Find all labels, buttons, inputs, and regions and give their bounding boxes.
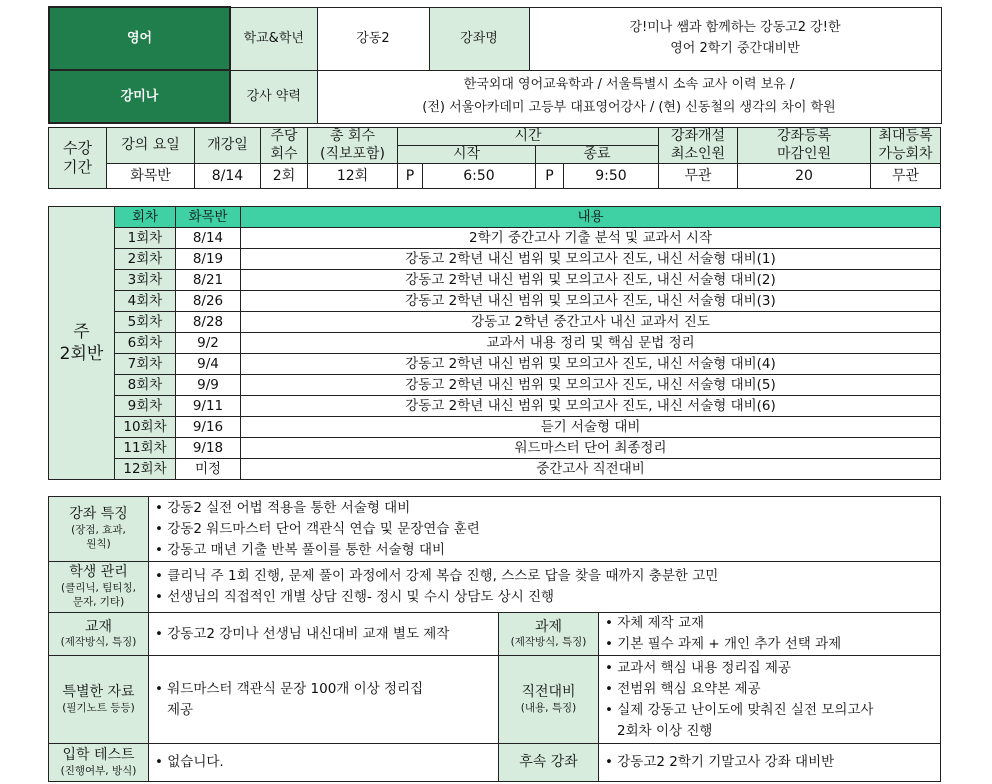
content-cell: 듣기 서술형 대비 [241,417,941,438]
schedule-row [49,396,941,417]
deadline-people: 20 [738,164,871,189]
special-label [49,656,149,744]
end-ampm: P [536,164,564,189]
total-label-2: (직보포함) [319,145,386,162]
period-label [49,128,107,189]
schedule-row [49,354,941,375]
content-cell: 교과서 내용 정리 및 핵심 문법 정리 [241,333,941,354]
schedule-row [49,228,941,249]
final-title: 직전대비 [521,684,576,701]
schedule-row [49,438,941,459]
final-item: • 실제 강동고 난이도에 맞춰진 실전 모의고사 [605,701,874,718]
total-label [308,128,398,164]
course-feature-label [49,497,149,562]
schedule-side-label-2: 2회반 [59,344,104,364]
material-sub: (제작방식, 특징) [60,636,137,649]
school-grade-value: 강동2 [317,7,429,70]
course-name-label: 강좌명 [429,7,529,70]
course-title-line2: 영어 2학기 중간대비반 [670,40,800,56]
student-mgmt-label [49,562,149,613]
time-start-label: 시작 [398,146,536,164]
course-feature-sub-1: (장점, 효과, [71,524,126,537]
start-time: 6:50 [423,164,536,189]
period-label-1: 수강 [63,139,92,158]
schedule-row [49,333,941,354]
schedule-row [49,291,941,312]
student-mgmt-item: • 선생님의 직접적인 개별 상담 진행- 정시 및 수시 상담도 상시 진행 [155,589,555,605]
date-cell: 8/19 [176,249,241,270]
final-item: • 교과서 핵심 내용 정리집 제공 [605,659,791,676]
material-title: 교재 [84,618,113,635]
school-grade-label: 학교&학년 [230,7,317,70]
follow-label [499,744,599,782]
session-cell: 8회차 [115,375,176,396]
schedule-row [49,270,941,291]
content-cell: 강동고 2학년 내신 범위 및 모의고사 진도, 내신 서술형 대비(6) [241,396,941,417]
special-line2: 제공 [167,701,194,718]
homework-title: 과제 [534,618,563,635]
session-cell: 3회차 [115,270,176,291]
content-cell: 중간고사 직전대비 [241,459,941,480]
weekly-label-1: 주당 [270,128,298,144]
session-cell: 10회차 [115,417,176,438]
col-day-header: 화목반 [176,207,241,228]
course-feature-item: • 강동2 실전 어법 적용을 통한 서술형 대비 [155,499,411,516]
entrance-title: 입학 테스트 [62,747,135,764]
schedule-table [48,206,941,480]
info-table [48,127,941,189]
content-cell: 강동고 2학년 내신 범위 및 모의고사 진도, 내신 서술형 대비(4) [241,354,941,375]
content-cell: 강동고 2학년 내신 범위 및 모의고사 진도, 내신 서술형 대비(2) [241,270,941,291]
weekly-label [261,128,308,164]
content-cell: 강동고 2학년 내신 범위 및 모의고사 진도, 내신 서술형 대비(3) [241,291,941,312]
student-mgmt-title: 학생 관리 [69,564,128,581]
teacher-name: 강미나 [49,70,230,123]
final-list [599,656,941,744]
time-label: 시간 [398,128,659,146]
header-table [48,6,942,124]
date-cell: 8/14 [176,228,241,249]
subject-label: 영어 [49,7,230,70]
entrance-label [49,744,149,782]
course-feature-item: • 강동고 매년 기출 반복 풀이를 통한 서술형 대비 [155,541,446,558]
student-mgmt-item: • 클리닉 주 1회 진행, 문제 풀이 과정에서 강제 복습 진행, 스스로 답을 찾을 때까지 충분한 고민 [155,568,719,584]
schedule-side-label-1: 주 [73,321,90,342]
total-value: 12회 [308,164,398,189]
content-cell: 강동고 2학년 내신 범위 및 모의고사 진도, 내신 서술형 대비(1) [241,249,941,270]
date-cell: 9/16 [176,417,241,438]
homework-sub: (제작방식, 특징) [510,636,587,649]
special-sub: (필기노트 등등) [62,701,135,714]
final-item: • 전범위 핵심 요약본 제공 [605,680,761,697]
student-mgmt-sub-2: 문자, 기타) [72,596,125,609]
max-sessions: 무관 [871,164,941,189]
content-cell: 강동고 2학년 중간고사 내신 교과서 진도 [241,312,941,333]
min-people: 무관 [659,164,738,189]
schedule-row [49,312,941,333]
start-label: 개강일 [195,128,261,164]
entrance-sub: (진행여부, 방식) [60,764,137,777]
entrance-item: • 없습니다. [149,744,499,782]
content-cell: 2학기 중간고사 기출 분석 및 교과서 시작 [241,228,941,249]
course-feature-list [149,497,941,562]
schedule-row [49,375,941,396]
weekly-value: 2회 [261,164,308,189]
content-cell: 강동고 2학년 내신 범위 및 모의고사 진도, 내신 서술형 대비(5) [241,375,941,396]
schedule-row [49,417,941,438]
features-table [48,496,941,782]
material-label [49,613,149,656]
homework-list [599,613,941,656]
course-title-line1: 강!미나 쌤과 함께하는 강동고2 강!한 [629,20,841,36]
deadline-label-2: 마감인원 [776,145,832,162]
follow-item: • 강동고2 2학기 기말고사 강좌 대비반 [599,744,941,782]
course-feature-title: 강좌 특징 [69,506,128,523]
career-label: 강사 약력 [230,70,317,123]
total-label-1: 총 회수 [329,128,376,144]
start-value: 8/14 [195,164,261,189]
course-feature-item: • 강동2 워드마스터 단어 객관식 연습 및 문장연습 훈련 [155,520,480,537]
homework-item: • 기본 필수 과제 + 개인 추가 선택 과제 [605,636,842,652]
date-cell: 9/2 [176,333,241,354]
follow-title: 후속 강좌 [519,754,578,771]
col-session-header: 회차 [115,207,176,228]
final-label [499,656,599,744]
max-label [871,128,941,164]
max-label-1: 최대등록 [878,128,933,144]
date-cell: 9/9 [176,375,241,396]
date-cell: 9/4 [176,354,241,375]
course-title [529,7,941,70]
end-time: 9:50 [564,164,659,189]
session-cell: 12회차 [115,459,176,480]
start-ampm: P [398,164,423,189]
homework-label [499,613,599,656]
period-label-2: 기간 [63,158,92,176]
min-label [659,128,738,164]
student-mgmt-list [149,562,941,613]
deadline-label [738,128,871,164]
career-line2: (전) 서울아카데미 고등부 대표영어강사 / (현) 신동철의 생각의 차이 학원 [422,99,836,115]
schedule-side-label [49,207,115,480]
col-content-header: 내용 [241,207,941,228]
min-label-2: 최소인원 [670,145,726,162]
career-line1: 한국외대 영어교육학과 / 서울특별시 소속 교사 이력 보유 / [463,76,795,92]
date-cell: 미정 [176,459,241,480]
date-cell: 9/11 [176,396,241,417]
final-item: 2회차 이상 진행 [617,722,713,739]
schedule-row [49,249,941,270]
date-cell: 8/26 [176,291,241,312]
session-cell: 9회차 [115,396,176,417]
session-cell: 1회차 [115,228,176,249]
day-value: 화목반 [107,164,195,189]
date-cell: 9/18 [176,438,241,459]
material-item: • 강동고2 강미나 선생님 내신대비 교재 별도 제작 [149,613,499,656]
date-cell: 8/21 [176,270,241,291]
career-text [317,70,941,123]
special-title: 특별한 자료 [62,684,135,701]
content-cell: 워드마스터 단어 최종정리 [241,438,941,459]
session-cell: 2회차 [115,249,176,270]
day-label: 강의 요일 [107,128,195,164]
deadline-label-1: 강좌등록 [776,128,832,144]
session-cell: 4회차 [115,291,176,312]
special-text [149,656,499,744]
homework-item: • 자체 제작 교재 [605,615,705,631]
date-cell: 8/28 [176,312,241,333]
schedule-row [49,459,941,480]
session-cell: 11회차 [115,438,176,459]
final-sub: (내용, 특징) [520,701,577,714]
special-line1: • 워드마스터 객관식 문장 100개 이상 정리집 [155,680,424,697]
session-cell: 6회차 [115,333,176,354]
weekly-label-2: 회수 [270,145,298,162]
course-feature-sub-2: 원칙) [86,538,111,551]
session-cell: 5회차 [115,312,176,333]
min-label-1: 강좌개설 [670,128,726,144]
time-end-label: 종료 [536,146,659,164]
max-label-2: 가능회차 [878,145,933,162]
student-mgmt-sub-1: (클리닉, 팀티칭, [61,582,136,595]
session-cell: 7회차 [115,354,176,375]
